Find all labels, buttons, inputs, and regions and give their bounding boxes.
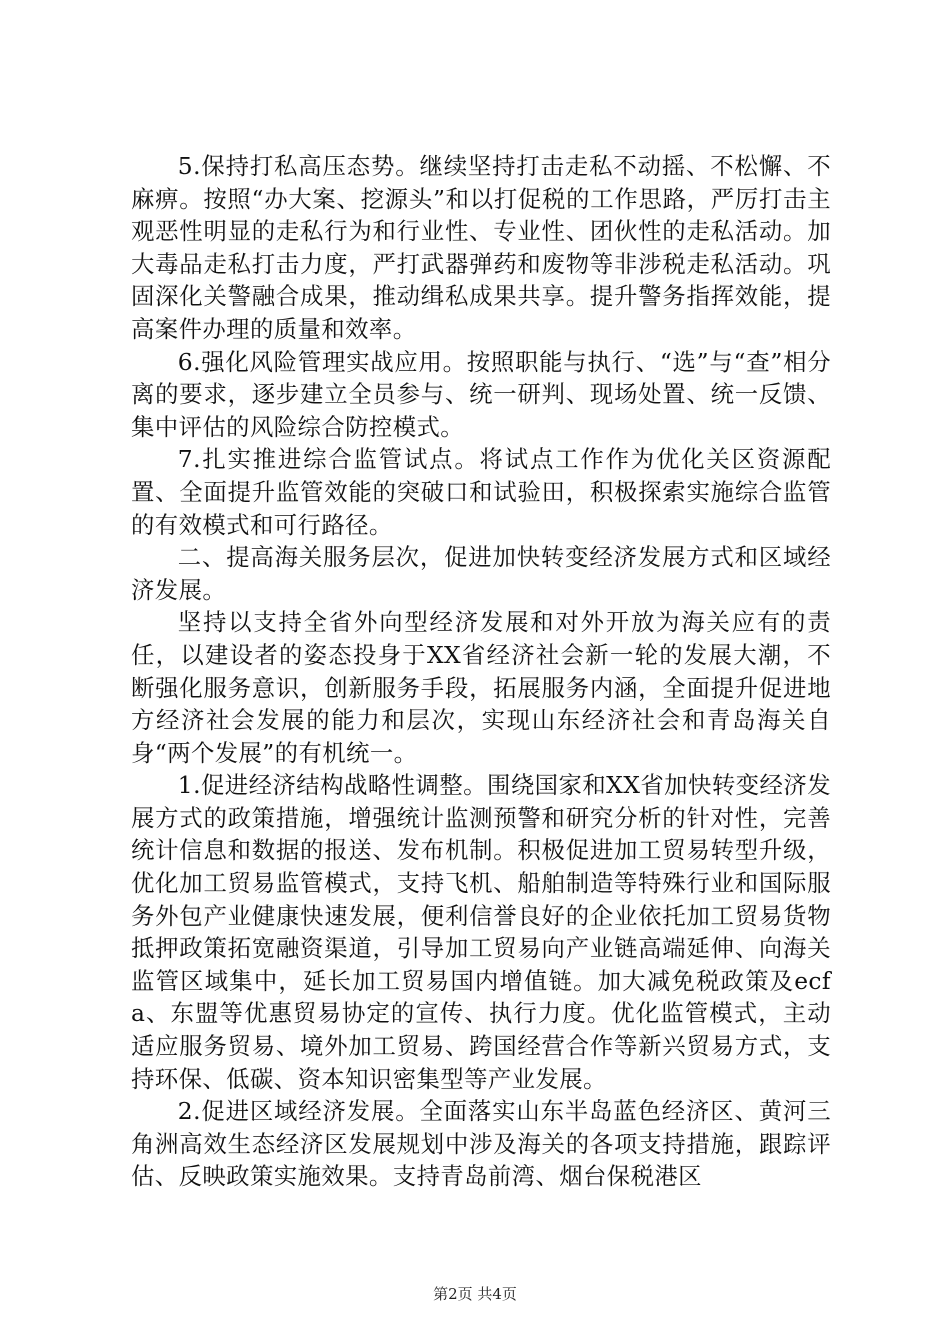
paragraph-item-1: 1.促进经济结构战略性调整。围绕国家和XX省加快转变经济发展方式的政策措施，增强统计监测预警和研究分析的针对性，完善统计信息和数据的报送、发布机制。积极促进加工贸易转型升级，优化加工贸易监管模式，支持飞机、船舶制造等特殊行业和国际服务外包产业健康快速发展，便利信誉良好的企业依托加工贸易货物抵押政策拓宽融资渠道，引导加工贸易向产业链高端延伸、向海关监管区域集中，延长加工贸易国内增值链。加大减免税政策及ecfa、东盟等优惠贸易协定的宣传、执行力度。优化监管模式，主动适应服务贸易、境外加工贸易、跨国经营合作等新兴贸易方式，支持环保、低碳、资本知识密集型等产业发展。 bbox=[131, 771, 831, 1093]
section-intro-paragraph: 坚持以支持全省外向型经济发展和对外开放为海关应有的责任，以建设者的姿态投身于XX省经济社会新一轮的发展大潮，不断强化服务意识，创新服务手段，拓展服务内涵，全面提升促进地方经济社会发展的能力和层次，实现山东经济社会和青岛海关自身“两个发展”的有机统一。 bbox=[131, 608, 831, 767]
document-body bbox=[131, 150, 831, 1193]
paragraph-item-5: 5.保持打私高压态势。继续坚持打击走私不动摇、不松懈、不麻痹。按照“办大案、挖源头”和以打促税的工作思路，严厉打击主观恶性明显的走私行为和行业性、专业性、团伙性的走私活动。加大毒品走私打击力度，严打武器弹药和废物等非涉税走私活动。巩固深化关警融合成果，推动缉私成果共享。提升警务指挥效能，提高案件办理的质量和效率。 bbox=[131, 152, 831, 343]
paragraph-item-6: 6.强化风险管理实战应用。按照职能与执行、“选”与“查”相分离的要求，逐步建立全员参与、统一研判、现场处置、统一反馈、集中评估的风险综合防控模式。 bbox=[131, 347, 831, 441]
section-heading-2: 二、提高海关服务层次，促进加快转变经济发展方式和区域经济发展。 bbox=[131, 543, 831, 604]
paragraph-item-7: 7.扎实推进综合监管试点。将试点工作作为优化关区资源配置、全面提升监管效能的突破口和试验田，积极探索实施综合监管的有效模式和可行路径。 bbox=[131, 445, 831, 539]
page-footer: 第2页 共4页 bbox=[433, 1285, 517, 1303]
paragraph-item-2: 2.促进区域经济发展。全面落实山东半岛蓝色经济区、黄河三角洲高效生态经济区发展规划中涉及海关的各项支持措施，跟踪评估、反映政策实施效果。支持青岛前湾、烟台保税港区 bbox=[131, 1097, 831, 1191]
